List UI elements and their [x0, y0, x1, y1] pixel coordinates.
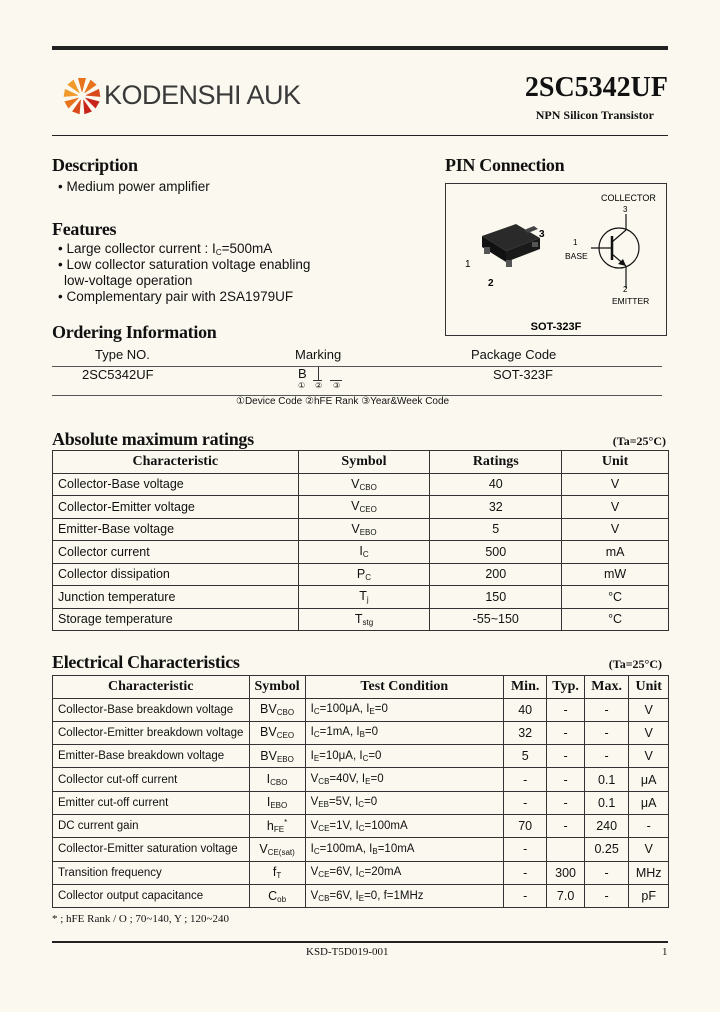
marking-index-1: ① [298, 381, 306, 390]
symbol-cell: $V_{CBO}$ [298, 473, 430, 496]
characteristic-cell: Collector dissipation [53, 563, 299, 586]
characteristic-cell: Junction temperature [53, 586, 299, 609]
marking-index-2: ② [315, 381, 323, 390]
elec-table [52, 675, 669, 908]
pin-connection-box [445, 183, 667, 336]
abs-max-condition: (Ta=25°C) [612, 434, 666, 448]
unit-cell: pF [629, 884, 669, 907]
table-row [53, 861, 669, 884]
min-cell: 5 [504, 745, 547, 768]
symbol-cell: $I_{CBO}$ [249, 768, 305, 791]
table-row [53, 814, 669, 837]
table-row [53, 518, 669, 541]
col-header: Test Condition [305, 676, 503, 699]
max-cell: 0.1 [584, 791, 628, 814]
ordering-type-value: 2SC5342UF [82, 367, 154, 382]
characteristic-cell: Storage temperature [53, 608, 299, 631]
header-rule [52, 135, 668, 136]
table-row [53, 838, 669, 861]
table-row [53, 698, 669, 721]
typ-cell: 300 [547, 861, 585, 884]
col-header: Min. [504, 676, 547, 699]
characteristic-cell: Collector-Emitter voltage [53, 496, 299, 519]
unit-cell: V [629, 838, 669, 861]
test-condition-cell: $I_C=100\mu A$, $I_E=0$ [305, 698, 503, 721]
rating-cell: 40 [430, 473, 562, 496]
part-number-title: 2SC5342UF [524, 72, 668, 103]
emitter-pin-number: 2 [623, 285, 628, 294]
rating-cell: -55~150 [430, 608, 562, 631]
min-cell: 70 [504, 814, 547, 837]
abs-max-heading: Absolute maximum ratings [52, 429, 254, 449]
unit-cell: μA [629, 768, 669, 791]
symbol-cell: $f_T$ [249, 861, 305, 884]
table-row [53, 608, 669, 631]
ordering-header-package: Package Code [471, 347, 557, 362]
rating-cell: 200 [430, 563, 562, 586]
marking-index-3: ③ [333, 381, 341, 390]
unit-cell: V [562, 496, 669, 519]
table-row [53, 768, 669, 791]
col-header: Symbol [298, 451, 430, 474]
characteristic-cell: Transition frequency [53, 861, 250, 884]
features-heading: Features [52, 219, 117, 239]
part-subtitle: NPN Silicon Transistor [535, 108, 654, 122]
pin2-label: 2 [488, 278, 494, 289]
typ-cell: - [547, 745, 585, 768]
symbol-cell: $BV_{CBO}$ [249, 698, 305, 721]
min-cell: - [504, 861, 547, 884]
elec-heading: Electrical Characteristics [52, 652, 240, 672]
package-body-icon [482, 224, 540, 267]
table-header-row [53, 451, 669, 474]
typ-cell: - [547, 814, 585, 837]
characteristic-cell: Collector-Emitter saturation voltage [53, 838, 250, 861]
symbol-cell: $V_{EBO}$ [298, 518, 430, 541]
min-cell: - [504, 768, 547, 791]
company-name: KODENSHI AUK [104, 80, 301, 110]
min-cell: - [504, 791, 547, 814]
characteristic-cell: Emitter-Base breakdown voltage [53, 745, 250, 768]
max-cell: - [584, 745, 628, 768]
logo-sunburst-icon [62, 76, 102, 116]
rating-cell: 150 [430, 586, 562, 609]
characteristic-cell: Collector current [53, 541, 299, 564]
collector-pin-number: 3 [623, 205, 628, 214]
symbol-cell: $I_{EBO}$ [249, 791, 305, 814]
typ-cell [547, 838, 585, 861]
col-header: Symbol [249, 676, 305, 699]
table-row [53, 745, 669, 768]
table-row [53, 586, 669, 609]
unit-cell: μA [629, 791, 669, 814]
feature-item: • Low collector saturation voltage enabling [58, 257, 311, 272]
hfe-footnote: * ; hFE Rank / O ; 70~140, Y ; 120~240 [52, 913, 230, 925]
typ-cell: - [547, 698, 585, 721]
footer-rule [52, 941, 668, 943]
unit-cell: MHz [629, 861, 669, 884]
max-cell: - [584, 698, 628, 721]
symbol-cell: $C_{ob}$ [249, 884, 305, 907]
table-header-row [53, 676, 669, 699]
test-condition-cell: $V_{CE}=1V$, $I_C=100mA$ [305, 814, 503, 837]
characteristic-cell: Emitter cut-off current [53, 791, 250, 814]
max-cell: - [584, 861, 628, 884]
test-condition-cell: $V_{EB}=5V$, $I_C=0$ [305, 791, 503, 814]
base-label: BASE [565, 251, 588, 261]
pin3-label: 3 [539, 229, 545, 240]
rating-cell: 500 [430, 541, 562, 564]
ordering-header-marking: Marking [295, 347, 342, 362]
ordering-marking-value [298, 366, 358, 396]
table-row [53, 563, 669, 586]
ordering-package-value: SOT-323F [493, 367, 553, 382]
test-condition-cell: $V_{CE}=6V$, $I_C=20mA$ [305, 861, 503, 884]
typ-cell: - [547, 768, 585, 791]
unit-cell: V [629, 745, 669, 768]
unit-cell: V [562, 473, 669, 496]
symbol-cell: $T_{stg}$ [298, 608, 430, 631]
ordering-header-type: Type NO. [95, 347, 150, 362]
characteristic-cell: Emitter-Base voltage [53, 518, 299, 541]
page-number: 1 [662, 946, 668, 958]
test-condition-cell: $V_{CB}=6V$, $I_E=0$, f=1MHz [305, 884, 503, 907]
max-cell: - [584, 884, 628, 907]
symbol-cell: $h_{FE}^*$ [249, 814, 305, 837]
pin-connection-heading: PIN Connection [445, 155, 565, 175]
table-row [53, 791, 669, 814]
unit-cell: °C [562, 608, 669, 631]
max-cell: 0.25 [584, 838, 628, 861]
characteristic-cell: Collector cut-off current [53, 768, 250, 791]
col-header: Unit [629, 676, 669, 699]
characteristic-cell: Collector-Base voltage [53, 473, 299, 496]
characteristic-cell: DC current gain [53, 814, 250, 837]
max-cell: 0.1 [584, 768, 628, 791]
elec-condition: (Ta=25°C) [608, 657, 662, 671]
symbol-cell: $P_C$ [298, 563, 430, 586]
feature-item: • Large collector current : $I_C=500mA$ [58, 241, 273, 257]
unit-cell: V [562, 518, 669, 541]
unit-cell: V [629, 698, 669, 721]
abs-max-table [52, 450, 669, 631]
symbol-cell: $BV_{CEO}$ [249, 721, 305, 744]
company-logo [62, 76, 102, 116]
typ-cell: - [547, 721, 585, 744]
unit-cell: °C [562, 586, 669, 609]
top-rule [52, 46, 668, 50]
base-pin-number: 1 [573, 238, 578, 247]
unit-cell: - [629, 814, 669, 837]
col-header: Characteristic [53, 451, 299, 474]
symbol-cell: $T_j$ [298, 586, 430, 609]
symbol-cell: $I_C$ [298, 541, 430, 564]
feature-item: • Complementary pair with 2SA1979UF [58, 289, 294, 304]
table-row [53, 721, 669, 744]
max-cell: 240 [584, 814, 628, 837]
collector-label: COLLECTOR [601, 193, 656, 203]
col-header: Max. [584, 676, 628, 699]
table-row [53, 541, 669, 564]
test-condition-cell: $I_C=100mA$, $I_B=10mA$ [305, 838, 503, 861]
typ-cell: 7.0 [547, 884, 585, 907]
table-row [53, 473, 669, 496]
test-condition-cell: $I_E=10\mu A$, $I_C=0$ [305, 745, 503, 768]
unit-cell: V [629, 721, 669, 744]
table-row [53, 884, 669, 907]
sot323-package-diagram [446, 184, 666, 335]
characteristic-cell: Collector-Base breakdown voltage [53, 698, 250, 721]
table-row [53, 496, 669, 519]
unit-cell: mW [562, 563, 669, 586]
description-heading: Description [52, 155, 138, 175]
typ-cell: - [547, 791, 585, 814]
characteristic-cell: Collector-Emitter breakdown voltage [53, 721, 250, 744]
marking-code: B [298, 366, 307, 381]
min-cell: 40 [504, 698, 547, 721]
min-cell: - [504, 884, 547, 907]
test-condition-cell: $I_C=1mA$, $I_B=0$ [305, 721, 503, 744]
symbol-cell: $V_{CE(sat)}$ [249, 838, 305, 861]
unit-cell: mA [562, 541, 669, 564]
min-cell: 32 [504, 721, 547, 744]
description-item: • Medium power amplifier [58, 179, 210, 194]
npn-transistor-symbol-icon [591, 214, 639, 288]
col-header: Ratings [430, 451, 562, 474]
rating-cell: 5 [430, 518, 562, 541]
col-header: Unit [562, 451, 669, 474]
symbol-cell: $BV_{EBO}$ [249, 745, 305, 768]
characteristic-cell: Collector output capacitance [53, 884, 250, 907]
package-label: SOT-323F [530, 321, 582, 333]
ordering-note: ①Device Code ②hFE Rank ③Year&Week Code [236, 396, 450, 407]
emitter-label: EMITTER [612, 296, 650, 306]
doc-code: KSD-T5D019-001 [306, 946, 389, 958]
min-cell: - [504, 838, 547, 861]
feature-item-continuation: low-voltage operation [64, 273, 193, 288]
rating-cell: 32 [430, 496, 562, 519]
ordering-heading: Ordering Information [52, 322, 217, 342]
test-condition-cell: $V_{CB}=40V$, $I_E=0$ [305, 768, 503, 791]
max-cell: - [584, 721, 628, 744]
pin1-label: 1 [465, 259, 471, 270]
col-header: Typ. [547, 676, 585, 699]
symbol-cell: $V_{CEO}$ [298, 496, 430, 519]
col-header: Characteristic [53, 676, 250, 699]
